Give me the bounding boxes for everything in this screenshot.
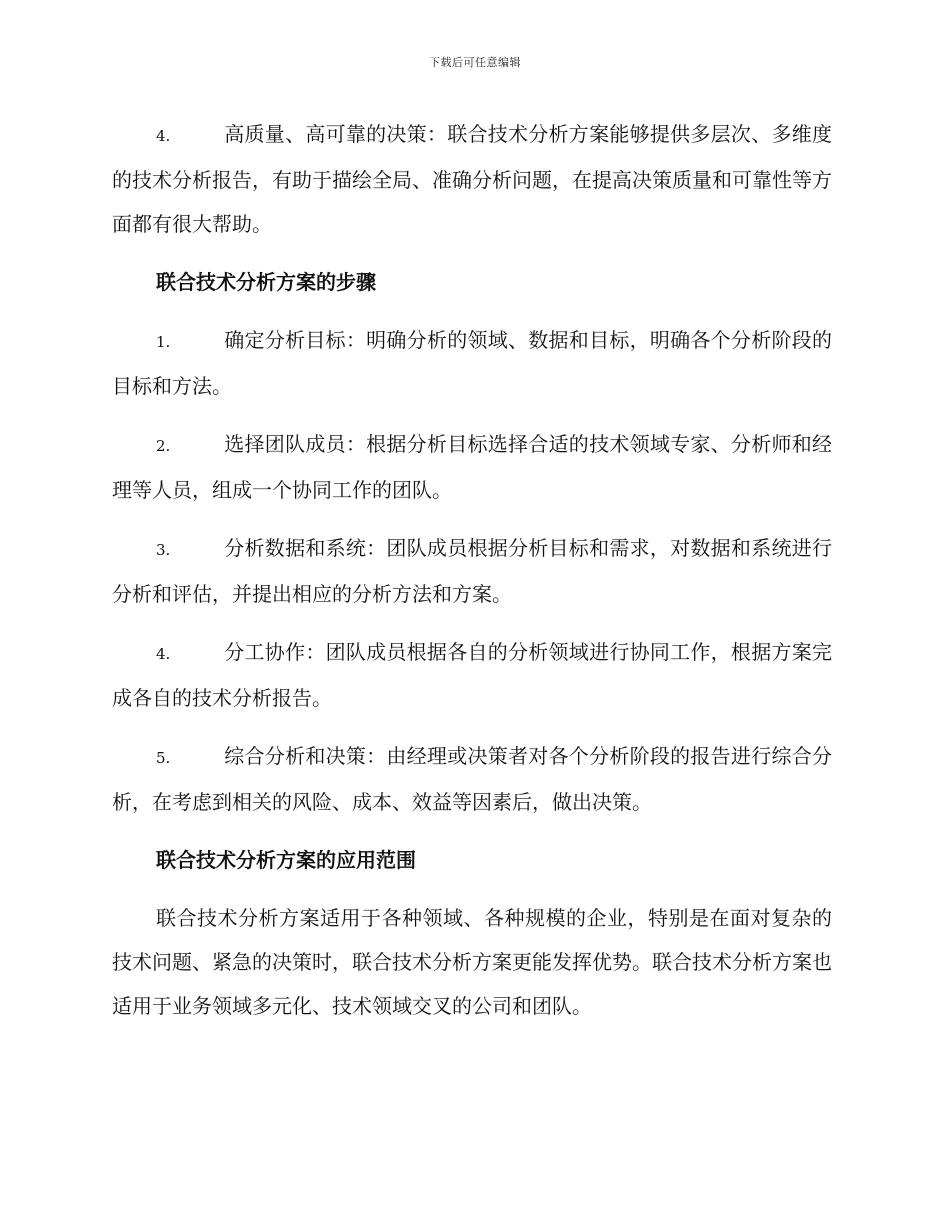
- list-item-text: 确定分析目标：明确分析的领域、数据和目标，明确各个分析阶段的目标和方法。: [112, 328, 832, 398]
- list-item: [112, 112, 832, 246]
- section-heading-scope: 联合技术分析方案的应用范围: [156, 848, 416, 872]
- list-item-number: 4.: [156, 127, 171, 145]
- list-item-text: 综合分析和决策：由经理或决策者对各个分析阶段的报告进行综合分析，在考虑到相关的风险、成本、效益等因素后，做出决策。: [112, 744, 832, 814]
- list-item-number: 2.: [156, 437, 171, 455]
- page-header: 下载后可任意编辑: [429, 56, 521, 69]
- list-item-text: 分工协作：团队成员根据各自的分析领域进行协同工作，根据方案完成各自的技术分析报告。: [112, 640, 832, 710]
- list-item: [112, 422, 832, 512]
- section-heading-steps: 联合技术分析方案的步骤: [156, 270, 376, 294]
- list-item-text: 选择团队成员：根据分析目标选择合适的技术领域专家、分析师和经理等人员，组成一个协同工作的团队。: [112, 432, 832, 502]
- list-item-text: 分析数据和系统：团队成员根据分析目标和需求，对数据和系统进行分析和评估，并提出相应的分析方法和方案。: [112, 536, 832, 606]
- list-item-number: 3.: [156, 541, 171, 559]
- body-paragraph: 联合技术分析方案适用于各种领域、各种规模的企业，特别是在面对复杂的技术问题、紧急的决策时，联合技术分析方案更能发挥优势。联合技术分析方案也适用于业务领域多元化、技术领域交叉的公司和团队。: [112, 906, 832, 1018]
- list-item: [112, 526, 832, 616]
- list-item-text: 高质量、高可靠的决策：联合技术分析方案能够提供多层次、多维度的技术分析报告，有助于描绘全局、准确分析问题，在提高决策质量和可靠性等方面都有很大帮助。: [112, 122, 832, 236]
- list-item: [112, 318, 832, 408]
- list-item-number: 1.: [156, 333, 171, 351]
- list-item-number: 4.: [156, 645, 171, 663]
- list-item: [112, 734, 832, 824]
- document-body: [112, 112, 832, 1042]
- list-item-number: 5.: [156, 749, 171, 767]
- list-item: [112, 630, 832, 720]
